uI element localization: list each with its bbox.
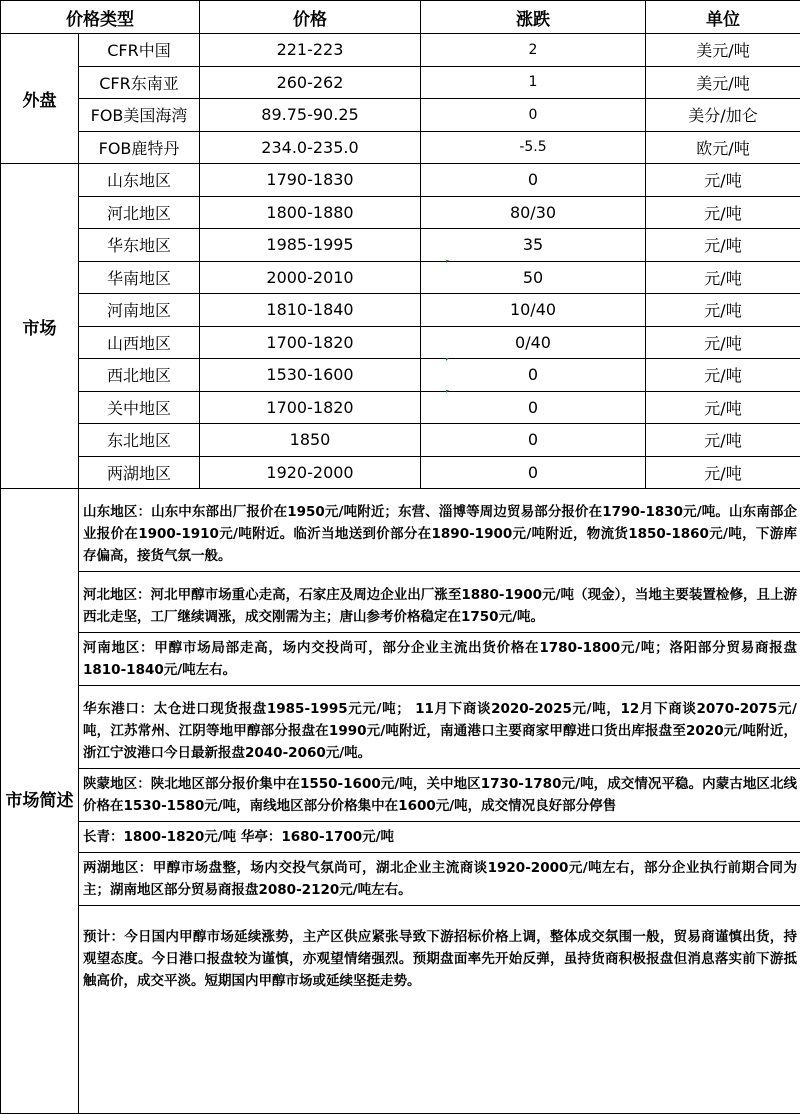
row-unit: 元/吨 <box>646 326 800 359</box>
summary-table <box>0 488 800 1114</box>
row-price: 1790-1830 <box>200 164 421 197</box>
note-changqing-huating: 长青：1800-1820元/吨 华亭：1680-1700元/吨 <box>79 822 800 853</box>
group-label-overseas: 外盘 <box>1 34 79 164</box>
row-change: 80/30 <box>421 196 646 229</box>
row-change: 0 <box>421 99 646 132</box>
row-name: 华东地区 <box>79 229 200 262</box>
row-unit: 元/吨 <box>646 424 800 457</box>
row-unit: 元/吨 <box>646 294 800 327</box>
group-label-market: 市场 <box>1 164 79 489</box>
row-price: 1920-2000 <box>200 456 421 489</box>
row-change: -5.5 <box>421 131 646 164</box>
note-shaanxi-mongolia: 陕蒙地区：陕北地区部分报价集中在1550-1600元/吨，关中地区1730-1780元/吨，成交情况平稳。内蒙古地区北线价格在1530-1580元/吨，南线地区部分价格集中在1600元/吨，成交情况良好部分停售 <box>79 769 800 822</box>
row-change: 0 <box>421 391 646 424</box>
header-unit: 单位 <box>646 1 800 34</box>
row-name: 两湖地区 <box>79 456 200 489</box>
cell-comment-marker <box>446 260 449 263</box>
row-unit: 欧元/吨 <box>646 131 800 164</box>
table-row <box>1 424 800 457</box>
row-price: 2000-2010 <box>200 261 421 294</box>
row-price: 221-223 <box>200 34 421 67</box>
row-unit: 元/吨 <box>646 359 800 392</box>
row-name: 关中地区 <box>79 391 200 424</box>
row-change: 50 <box>421 261 646 294</box>
row-name: CFR东南亚 <box>79 66 200 99</box>
note-shandong: 山东地区：山东中东部出厂报价在1950元/吨附近；东营、淄博等周边贸易部分报价在1790-1830元/吨。山东南部企业报价在1900-1910元/吨附近。临沂当地送到价部分在1890-1900元/吨附近，物流货1850-1860元/吨，下游库存偏高，接货气氛一般。 <box>79 489 800 572</box>
row-name: 西北地区 <box>79 359 200 392</box>
note-henan: 河南地区：甲醇市场局部走高，场内交投尚可，部分企业主流出货价格在1780-1800元/吨；洛阳部分贸易商报盘1810-1840元/吨左右。 <box>79 633 800 686</box>
row-name: FOB鹿特丹 <box>79 131 200 164</box>
row-change: 35 <box>421 229 646 262</box>
table-row <box>1 456 800 489</box>
row-price: 1700-1820 <box>200 391 421 424</box>
header-price: 价格 <box>200 1 421 34</box>
row-change: 0/40 <box>421 326 646 359</box>
note-hubei-hunan: 两湖地区：甲醇市场盘整，场内交投气氛尚可，湖北企业主流商谈1920-2000元/吨左右，部分企业执行前期合同为主；湖南地区部分贸易商报盘2080-2120元/吨左右。 <box>79 853 800 906</box>
row-name: 山西地区 <box>79 326 200 359</box>
group-label-summary: 市场简述 <box>1 489 79 1114</box>
row-name: 山东地区 <box>79 164 200 197</box>
table-row <box>1 164 800 197</box>
row-unit: 美元/吨 <box>646 34 800 67</box>
table-row <box>1 99 800 132</box>
summary-cell <box>79 489 800 1114</box>
note-forecast: 预计：今日国内甲醇市场延续涨势，主产区供应紧张导致下游招标价格上调，整体成交氛围一般，贸易商谨慎出货，持观望态度。今日港口报盘较为谨慎，亦观望情绪强烈。预期盘面率先开始反弹，虽持货商积极报盘但消息落实前下游抵触高价，成交平淡。短期国内甲醇市场或延续坚挺走势。 <box>83 929 797 989</box>
row-unit: 元/吨 <box>646 261 800 294</box>
table-row <box>1 294 800 327</box>
table-row <box>1 229 800 262</box>
row-unit: 美元/吨 <box>646 66 800 99</box>
table-row <box>1 261 800 294</box>
row-unit: 美分/加仑 <box>646 99 800 132</box>
table-row <box>1 359 800 392</box>
cell-comment-marker <box>446 390 449 393</box>
row-unit: 元/吨 <box>646 391 800 424</box>
row-name: FOB美国海湾 <box>79 99 200 132</box>
table-row <box>1 196 800 229</box>
note-east-china-port: 华东港口：太仓进口现货报盘1985-1995元元/吨； 11月下商谈2020-2025元/吨，12月下商谈2070-2075元/吨，江苏常州、江阴等地甲醇部分报盘在1990元/吨附近，南通港口主要商家甲醇进口货出库报盘至2020元/吨附近，浙江宁波港口今日最新报盘2040-2060元/吨。 <box>79 686 800 769</box>
row-change: 1 <box>421 66 646 99</box>
row-change: 0 <box>421 359 646 392</box>
header-row <box>1 1 800 34</box>
note-hebei: 河北地区：河北甲醇市场重心走高，石家庄及周边企业出厂涨至1880-1900元/吨（现金），当地主要装置检修，且上游西北走坚，工厂继续调涨，成交刚需为主；唐山参考价格稳定在1750元/吨。 <box>79 572 800 633</box>
row-change: 10/40 <box>421 294 646 327</box>
header-type: 价格类型 <box>1 1 200 34</box>
row-price: 260-262 <box>200 66 421 99</box>
row-price: 1810-1840 <box>200 294 421 327</box>
cell-comment-marker <box>446 358 449 361</box>
row-name: 河北地区 <box>79 196 200 229</box>
row-price: 1850 <box>200 424 421 457</box>
row-price: 1800-1880 <box>200 196 421 229</box>
row-price: 234.0-235.0 <box>200 131 421 164</box>
row-change: 0 <box>421 164 646 197</box>
row-unit: 元/吨 <box>646 229 800 262</box>
header-change: 涨跌 <box>421 1 646 34</box>
note-list <box>79 489 800 1113</box>
price-table <box>0 0 800 489</box>
row-change: 0 <box>421 424 646 457</box>
row-price: 89.75-90.25 <box>200 99 421 132</box>
row-price: 1700-1820 <box>200 326 421 359</box>
table-row <box>1 326 800 359</box>
row-name: CFR中国 <box>79 34 200 67</box>
row-name: 东北地区 <box>79 424 200 457</box>
row-name: 华南地区 <box>79 261 200 294</box>
row-change: 0 <box>421 456 646 489</box>
row-price: 1530-1600 <box>200 359 421 392</box>
table-row <box>1 34 800 67</box>
row-name: 河南地区 <box>79 294 200 327</box>
table-row <box>1 391 800 424</box>
table-row <box>1 131 800 164</box>
row-unit: 元/吨 <box>646 196 800 229</box>
row-unit: 元/吨 <box>646 164 800 197</box>
row-change: 2 <box>421 34 646 67</box>
row-price: 1985-1995 <box>200 229 421 262</box>
row-unit: 元/吨 <box>646 456 800 489</box>
table-row <box>1 66 800 99</box>
